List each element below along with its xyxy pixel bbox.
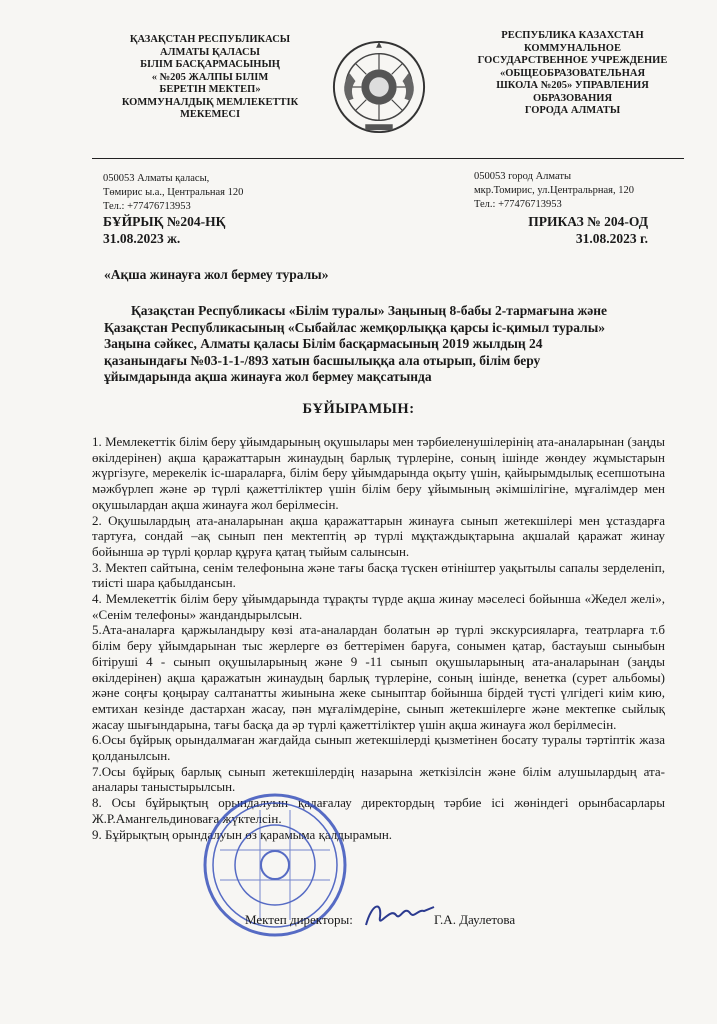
order-number-russian — [486, 213, 648, 247]
header-line: ҚАЗАҚСТАН РЕСПУБЛИКАСЫ — [129, 34, 291, 45]
order-number: БҰЙРЫҚ №204-НҚ — [103, 214, 226, 229]
address-russian — [474, 170, 634, 212]
order-items — [92, 434, 665, 842]
order-item: 3. Мектеп сайтына, сенім телефонына және тағы басқа түскен өтініштер уақытылы сапалы зерделеніп, тиісті шара қабылдансын. — [92, 559, 665, 591]
preamble-line: Заңына сәйкес, Алматы қаласы Білім басқармасының 2019 жылдың 24 — [104, 336, 543, 351]
header-line: ШКОЛА №205» УПРАВЛЕНИЯ — [496, 80, 649, 91]
header-line: АЛМАТЫ ҚАЛАСЫ — [160, 46, 260, 58]
preamble-line: қазанындағы №03-1-1-/893 хатын басшылыққа ала отырып, білім беру — [104, 352, 541, 368]
order-date: 31.08.2023 ж. — [103, 231, 181, 246]
address-line: 050053 Алматы қаласы, — [103, 173, 210, 184]
header-line: КОММУНАЛЬНОЕ — [524, 42, 621, 54]
address-line: 050053 город Алматы — [474, 171, 572, 182]
order-item: 8. Осы бұйрықтың орындалуын қадағалау директордың тәрбие ісі жөніндегі орынбасарлары Ж.Р.Амангельдиноваға жүктелсін. — [92, 795, 665, 826]
order-item: 5.Ата-аналарға қаржыландыру көзі ата-аналардан болатын әр түрлі экскурсияларға, театрларға т.б білім беру ұйымдарынан тыс жерлерге өз беттерімен баруға, сонымен қатар, бастауыш сыныбын бітіруші 4 - сынып оқушыларының және 9 -11 сынып оқушыларының ата-аналарынан (заңды өкілдерінен) ақша қаражатын жинаудың барлық түрлеріне, соның ішінде, венетка (сурет альбомы) және соңғы қоңырау салтанатты жиынына жеке сыныптар бойынша бірдей түсті үлгідегі киім кию, емтихан кезінде дастархан жасау, пән мұғалімдеріне, сынып жетекшілерге және мектепке сыйлық жасау шығындарына, тағы басқа да әр түрлі қажеттіліктер үшін ақша жинауға жол берілмесін. — [92, 622, 665, 732]
order-item: 7.Осы бұйрық барлық сынып жетекшілердің назарына жеткізілсін және білім алушылардың ата-аналары таныстырылсын. — [92, 763, 665, 795]
order-date: 31.08.2023 г. — [575, 231, 648, 246]
order-number-kazakh — [103, 213, 225, 247]
order-item: 9. Бұйрықтың орындалуын өз қарамыма қалдырамын. — [92, 826, 393, 842]
order-item: 2. Оқушылардың ата-аналарынан ақша қаражаттарын жинауға сынып жетекшілері мен ұстаздарға тартуға, сондай –ақ сынып пен мектептің әр түрлі мұқтаждықтарына ақшалай қаражат жинау бойынша әр түрлі қорлар құруға қатаң тыйым салынсын. — [92, 512, 665, 559]
header-line: ОБРАЗОВАНИЯ — [532, 92, 613, 104]
order-number: ПРИКАЗ № 204-ОД — [528, 214, 648, 229]
preamble-line: Қазақстан Республикасы «Білім туралы» Заңының 8-бабы 2-тармағына және — [104, 303, 608, 318]
order-subject: «Ақша жинауға жол бермеу туралы» — [104, 267, 329, 282]
header-line: КОММУНАЛДЫҚ МЕМЛЕКЕТТІК — [121, 96, 299, 108]
handwritten-signature-icon — [360, 895, 440, 935]
address-line: Төмирис ы.а., Центральная 120 — [103, 187, 244, 198]
address-kazakh — [103, 172, 243, 214]
header-line: МЕКЕМЕСІ — [179, 109, 241, 120]
address-line: Тел.: +77476713953 — [103, 201, 191, 212]
order-item: 6.Осы бұйрық орындалмаған жағдайда сынып жетекшілерді қызметінен босату туралы тәртіптік жаза қолданылсын. — [92, 732, 665, 764]
header-line: РЕСПУБЛИКА КАЗАХСТАН — [501, 30, 644, 41]
order-item: 4. Мемлекеттік білім беру ұйымдарында тұрақты түрде ақша жинау мәселесі бойынша «Жедел желі», «Сенім телефоны» жандандырылсын. — [92, 591, 665, 622]
command-heading: БҰЙЫРАМЫН: — [302, 401, 415, 417]
director-name: Г.А. Даулетова — [434, 912, 516, 927]
order-item: 1. Мемлекеттік білім беру ұйымдарының оқушылары мен тәрбиеленушілерінің ата-аналарынан (заңды өкілдерінен) ақша қаражаттарын жинаудың барлық түрлеріне, соның ішінде жөндеу жұмыстарын жүргізуге, мерекелік іс-шараларға, білім беру ұйымдарында оқыту үшін, қайырымдылық есепшотына мәжбүрлеп және әр түрлі қажеттіліктер үшін білім беру ұйымының әкімшілігіне, мұғалімдер мен оқушылардан ақша жинауға жол берілмесін. — [92, 434, 665, 512]
header-russian — [470, 30, 675, 118]
preamble-line: Қазақстан Республикасының «Сыбайлас жемқорлыққа қарсы іс-қимыл туралы» — [104, 319, 606, 335]
header-line: «ОБЩЕОБРАЗОВАТЕЛЬНАЯ — [499, 67, 646, 79]
header-line: БЕРЕТІН МЕКТЕП» — [159, 84, 261, 95]
header-divider — [92, 158, 684, 159]
header-line: БІЛІМ БАСҚАРМАСЫНЫҢ — [140, 59, 280, 70]
header-line: « №205 ЖАЛПЫ БІЛІМ — [151, 71, 269, 83]
signature-label: Мектеп директоры: — [245, 912, 353, 927]
address-line: мкр.Томирис, ул.Центральрная, 120 — [474, 185, 634, 196]
header-line: ГОСУДАРСТВЕННОЕ УЧРЕЖДЕНИЕ — [477, 55, 668, 66]
preamble — [104, 303, 664, 386]
header-kazakh — [110, 34, 310, 122]
state-emblem-icon — [330, 38, 428, 136]
header-line: ГОРОДА АЛМАТЫ — [524, 105, 621, 116]
address-line: Тел.: +77476713953 — [474, 199, 562, 210]
preamble-line: ұйымдарында ақша жинауға жол бермеу мақсатында — [104, 369, 432, 384]
